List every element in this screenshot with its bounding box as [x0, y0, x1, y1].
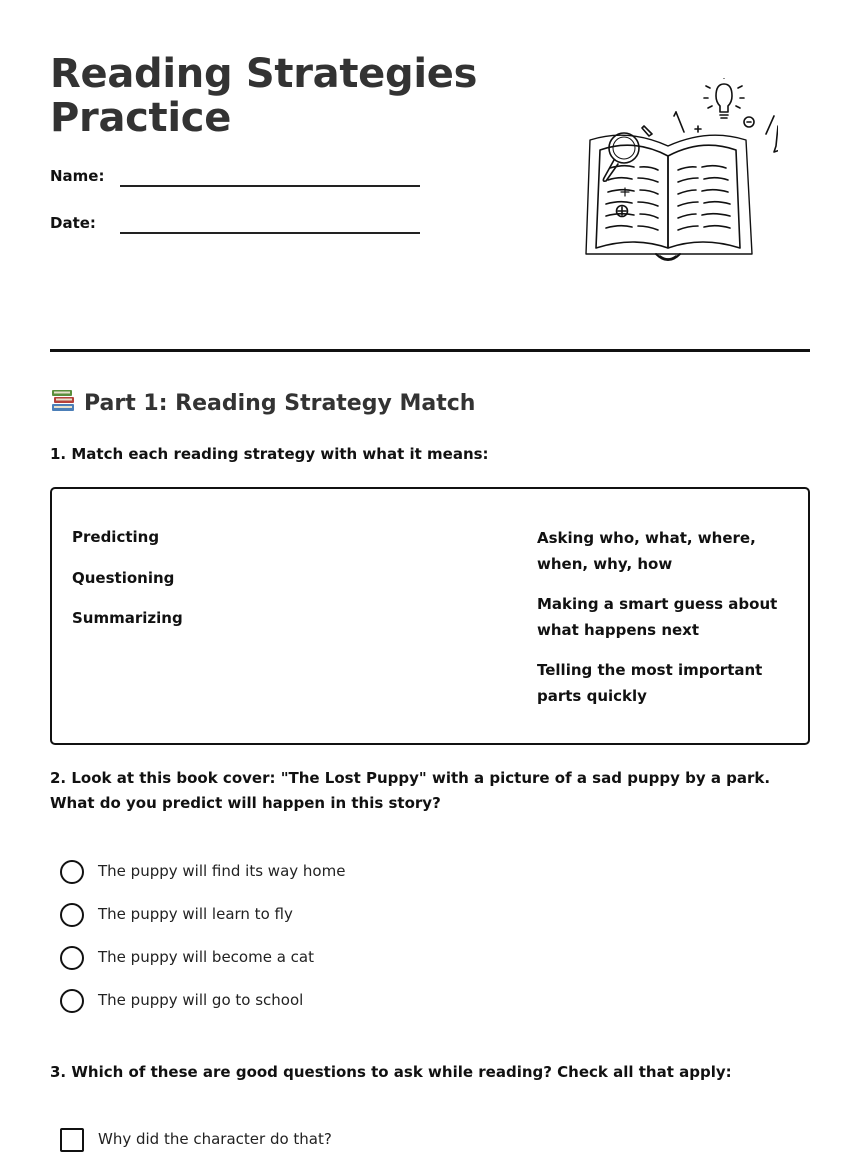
meaning-item[interactable]: Making a smart guess about what happens next [537, 595, 778, 639]
meaning-item[interactable]: Asking who, what, where, when, why, how [537, 529, 756, 573]
name-field[interactable] [50, 163, 420, 193]
name-label: Name: [50, 167, 105, 185]
part1-heading-text: Part 1: Reading Strategy Match [84, 391, 476, 416]
option-label: The puppy will learn to fly [98, 905, 293, 923]
meaning-column [537, 525, 797, 723]
name-line[interactable] [120, 185, 420, 187]
strategy-item[interactable]: Predicting [72, 528, 160, 546]
meaning-item[interactable]: Telling the most important parts quickly [537, 661, 763, 705]
option-label: The puppy will find its way home [98, 862, 346, 880]
radio-button[interactable] [60, 903, 84, 927]
books-icon [50, 388, 78, 414]
q3-prompt: 3. Which of these are good questions to ask while reading? Check all that apply: [50, 1063, 732, 1081]
strategy-item[interactable]: Summarizing [72, 609, 183, 627]
open-book-illustration [548, 78, 778, 268]
title-line-2: Practice [50, 95, 232, 141]
radio-button[interactable] [60, 860, 84, 884]
radio-button[interactable] [60, 989, 84, 1013]
matching-box [50, 487, 810, 745]
strategy-item[interactable]: Questioning [72, 568, 175, 587]
page-title [50, 52, 477, 140]
radio-button[interactable] [60, 946, 84, 970]
checkbox[interactable] [60, 1128, 84, 1152]
option-label: Why did the character do that? [98, 1130, 332, 1148]
date-line[interactable] [120, 232, 420, 234]
title-line-1: Reading Strategies [50, 51, 478, 97]
q2-prompt: 2. Look at this book cover: "The Lost Puppy" with a picture of a sad puppy by a park. What do you predict will happen in this story? [50, 769, 771, 812]
section-divider [50, 349, 810, 352]
part1-heading [50, 388, 475, 416]
strategy-column [72, 525, 183, 647]
option-label: The puppy will become a cat [98, 948, 314, 966]
date-field[interactable] [50, 210, 420, 240]
date-label: Date: [50, 214, 96, 232]
option-label: The puppy will go to school [98, 991, 304, 1009]
q1-prompt: 1. Match each reading strategy with what it means: [50, 445, 489, 463]
